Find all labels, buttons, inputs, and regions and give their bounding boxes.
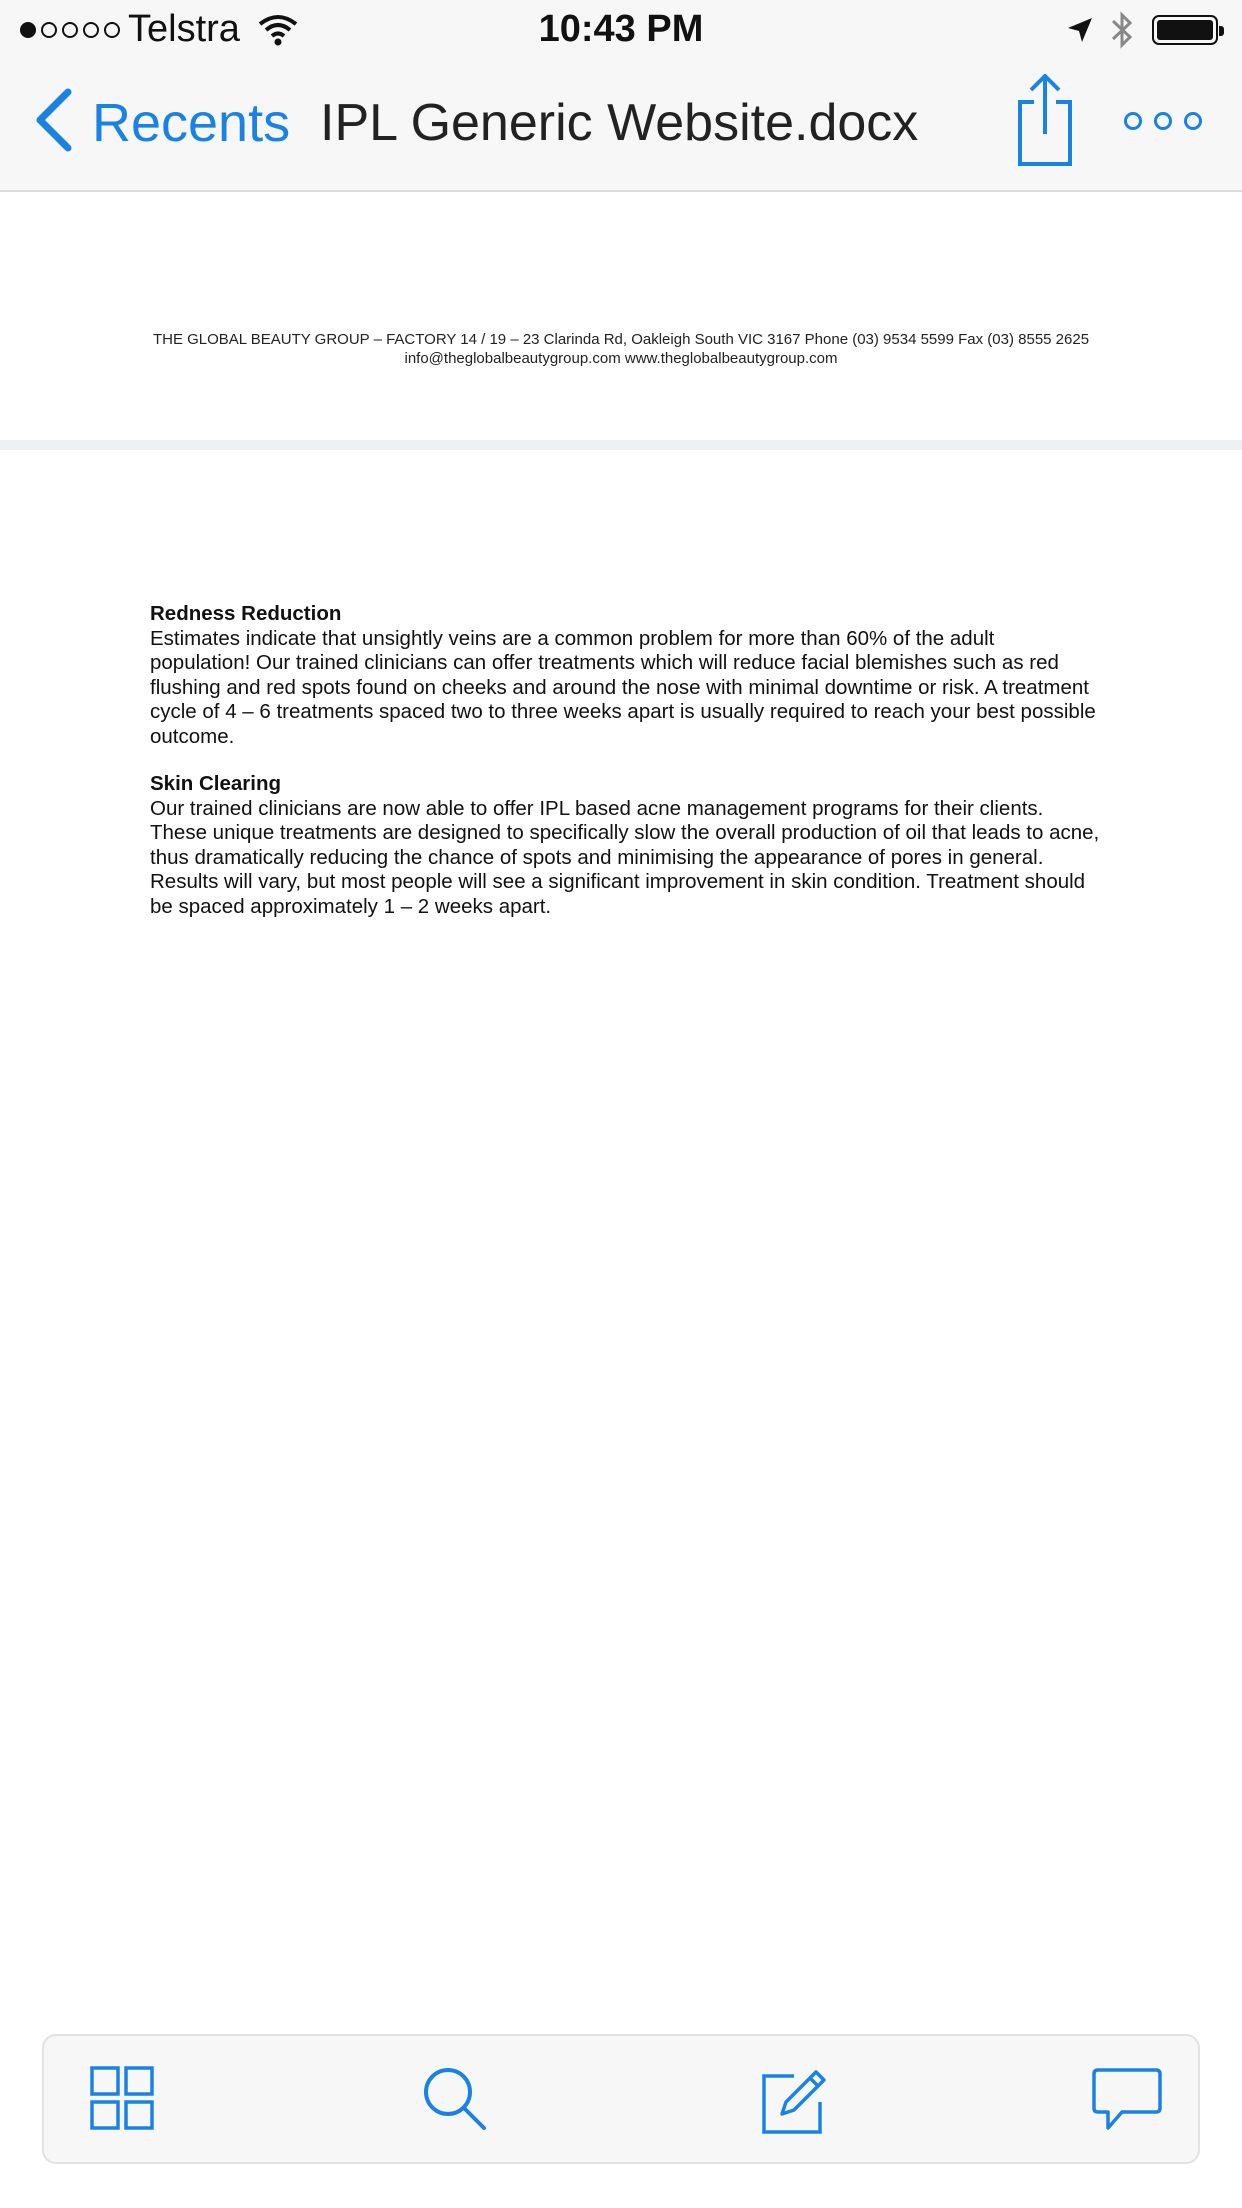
- comment-icon: [1092, 2066, 1162, 2136]
- comments-button[interactable]: [1092, 2066, 1162, 2141]
- location-arrow-icon: [1066, 16, 1094, 49]
- bluetooth-icon: [1110, 10, 1134, 55]
- share-button[interactable]: [1014, 72, 1076, 173]
- back-label: Recents: [92, 92, 291, 153]
- search-button[interactable]: [422, 2066, 488, 2137]
- document-page: [0, 450, 1242, 2030]
- chevron-left-icon: [34, 88, 74, 157]
- battery-icon: [1152, 15, 1218, 45]
- more-dot: [1154, 112, 1172, 130]
- navigation-bar: [0, 60, 1242, 192]
- carrier-name: Telstra: [128, 8, 240, 50]
- section-body: Our trained clinicians are now able to offer IPL based acne management programs for their clients. These unique treatments are designed to specifically slow the overall production of oil that leads to acne, thus dramatically reducing the chance of spots and minimising the appearance of pores in general. Results will vary, but most people will see a significant improvement in skin condition. Treatment should be spaced approximately 1 – 2 weeks apart.: [150, 796, 1100, 918]
- document-title: IPL Generic Website.docx: [320, 94, 919, 152]
- more-dot: [1124, 112, 1142, 130]
- share-icon: [1014, 72, 1076, 168]
- more-dot: [1184, 112, 1202, 130]
- status-bar: [0, 0, 1242, 60]
- back-button[interactable]: [34, 88, 290, 157]
- section-heading: Skin Clearing: [150, 772, 282, 795]
- battery-fill: [1157, 20, 1213, 40]
- thumbnails-icon: [90, 2066, 154, 2130]
- search-icon: [422, 2066, 488, 2132]
- edit-button[interactable]: [760, 2066, 830, 2141]
- edit-icon: [760, 2066, 830, 2136]
- clock: 10:43 PM: [538, 8, 704, 50]
- section-skin-clearing: [150, 772, 1100, 919]
- section-heading: Redness Reduction: [150, 602, 342, 625]
- footer-line-address: THE GLOBAL BEAUTY GROUP – FACTORY 14 / 19 – 23 Clarinda Rd, Oakleigh South VIC 3167 Phone (03) 9534 5599 Fax (03) 8555 2625: [152, 331, 1090, 348]
- section-body: Estimates indicate that unsightly veins are a common problem for more than 60% of the adult population! Our trained clinicians can offer treatments which will reduce facial blemishes such as red flushing and red spots found on cheeks and around the nose with minimal downtime or risk. A treatment cycle of 4 – 6 treatments spaced two to three weeks apart is usually required to reach your best possible outcome.: [150, 626, 1096, 748]
- section-redness-reduction: [150, 602, 1100, 749]
- page-separator: [0, 440, 1242, 450]
- document-page: [0, 192, 1242, 440]
- footer-line-contact: info@theglobalbeautygroup.com www.theglobalbeautygroup.com: [404, 350, 838, 367]
- battery-cap: [1219, 26, 1224, 36]
- page-footer: [0, 330, 1242, 368]
- more-button[interactable]: [1124, 112, 1202, 130]
- bottom-toolbar: [42, 2034, 1200, 2164]
- thumbnails-button[interactable]: [90, 2066, 154, 2135]
